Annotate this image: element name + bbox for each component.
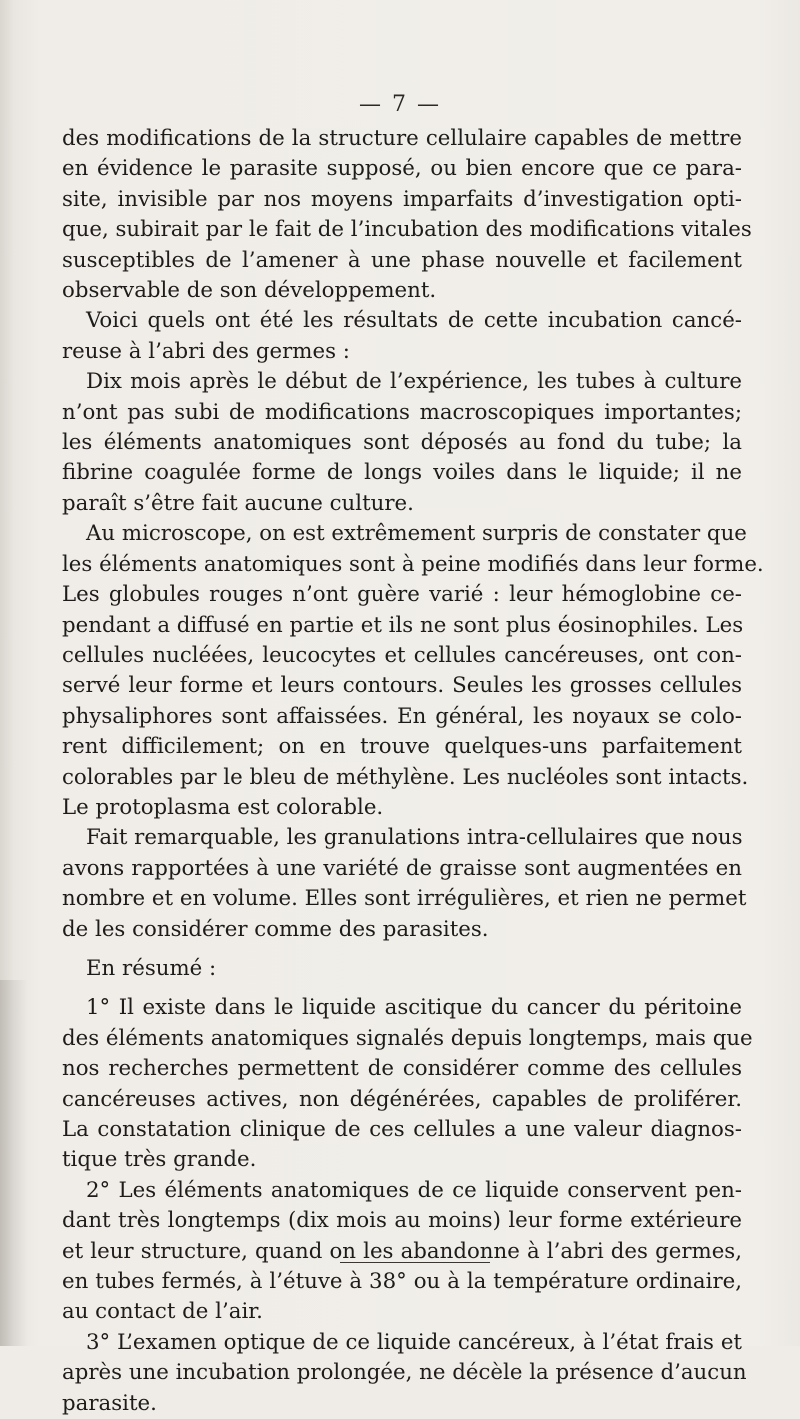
text-line: site, invisible par nos moyens imparfaits d’investigation opti- — [62, 186, 742, 212]
text-line: n’ont pas subi de modifications macroscopiques importantes; — [62, 399, 742, 425]
text-line: susceptibles de l’amener à une phase nouvelle et facilement — [62, 247, 742, 273]
text-line: dant très longtemps (dix mois au moins) leur forme extérieure — [62, 1208, 742, 1234]
text-line: et leur structure, quand on les abandonne à l’abri des germes, — [62, 1238, 742, 1264]
text-line: Dix mois après le début de l’expérience, les tubes à culture — [86, 369, 742, 395]
text-line: servé leur forme et leurs contours. Seules les grosses cellules — [62, 673, 742, 699]
text-line: en tubes fermés, à l’étuve à 38° ou à la température ordinaire, — [62, 1269, 742, 1295]
text-line: nos recherches permettent de considérer comme des cellules — [62, 1056, 742, 1082]
text-line: Au microscope, on est extrêmement surpris de constater que — [86, 521, 747, 547]
text-line: des modifications de la structure cellulaire capables de mettre — [62, 126, 742, 151]
text-line: 2° Les éléments anatomiques de ce liquide conservent pen- — [86, 1177, 742, 1203]
text-line: fibrine coagulée forme de longs voiles dans le liquide; il ne — [62, 460, 742, 486]
text-line: cellules nucléées, leucocytes et cellules cancéreuses, ont con- — [62, 642, 742, 668]
text-line: 3° L’examen optique de ce liquide cancéreux, à l’état frais et — [86, 1329, 742, 1355]
text-line: les éléments anatomiques sont déposés au fond du tube; la — [62, 430, 742, 456]
text-line: reuse à l’abri des germes : — [62, 338, 350, 364]
summary-heading: En résumé : — [86, 955, 217, 981]
text-line: tique très grande. — [62, 1147, 257, 1173]
text-line: après une incubation prolongée, ne décèle la présence d’aucun — [62, 1360, 747, 1386]
text-line: colorables par le bleu de méthylène. Les nucléoles sont intacts. — [62, 764, 749, 790]
text-line: paraît s’être fait aucune culture. — [62, 490, 414, 516]
text-line: physaliphores sont affaissées. En général, les noyaux se colo- — [62, 703, 742, 729]
text-line: Les globules rouges n’ont guère varié : leur hémoglobine ce- — [62, 582, 742, 608]
text-line: Fait remarquable, les granulations intra-cellulaires que nous — [86, 825, 743, 851]
text-line: observable de son développement. — [62, 278, 437, 304]
text-line: de les considérer comme des parasites. — [62, 916, 489, 942]
page-edge-shadow — [0, 980, 28, 1346]
page-number: — 7 — — [359, 92, 441, 117]
text-line: rent difficilement; on en trouve quelques-uns parfaitement — [62, 734, 742, 760]
text-line: avons rapportées à une variété de graisse sont augmentées en — [62, 855, 742, 881]
text-line: en évidence le parasite supposé, ou bien encore que ce para- — [62, 156, 742, 182]
text-line: Le protoplasma est colorable. — [62, 794, 384, 820]
body-text — [62, 124, 764, 1419]
text-line: cancéreuses actives, non dégénérées, capables de proliférer. — [62, 1086, 742, 1112]
text-line: nombre et en volume. Elles sont irrégulières, et rien ne permet — [62, 886, 747, 912]
closing-rule — [340, 1262, 490, 1263]
text-line: pendant a diffusé en partie et ils ne sont plus éosinophiles. Les — [62, 612, 744, 638]
text-line: les éléments anatomiques sont à peine modifiés dans leur forme. — [62, 551, 764, 577]
text-line: La constatation clinique de ces cellules a une valeur diagnos- — [62, 1117, 742, 1142]
text-line: au contact de l’air. — [62, 1299, 263, 1325]
text-line: Voici quels ont été les résultats de cette incubation cancé- — [86, 308, 742, 334]
text-line: des éléments anatomiques signalés depuis longtemps, mais que — [62, 1025, 753, 1051]
text-line: que, subirait par le fait de l’incubation des modifications vitales — [62, 217, 752, 243]
text-line: 1° Il existe dans le liquide ascitique du cancer du péritoine — [86, 995, 742, 1021]
text-line: parasite. — [62, 1390, 157, 1416]
